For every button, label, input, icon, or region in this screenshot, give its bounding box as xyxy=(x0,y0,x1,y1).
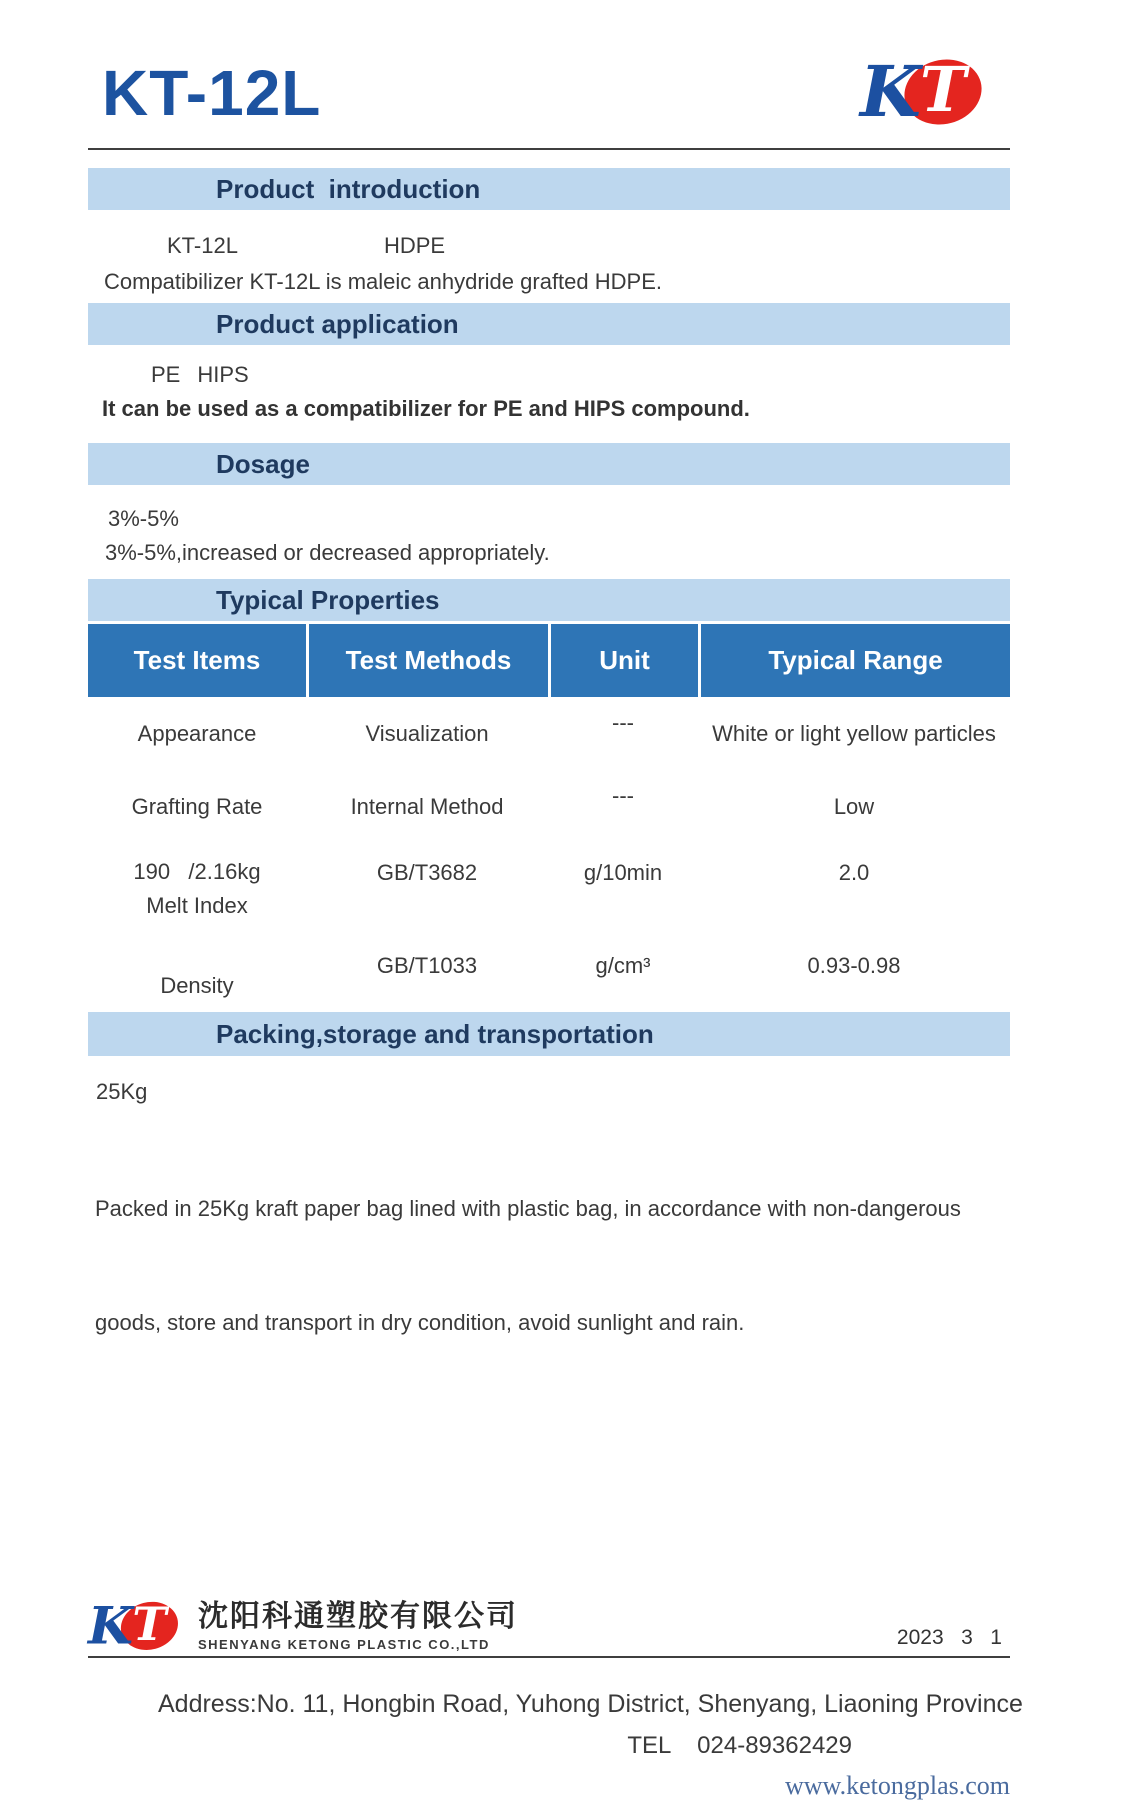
packing-body-line-2: goods, store and transport in dry condition, avoid sunlight and rain. xyxy=(95,1310,745,1335)
section-heading-product-introduction: Product introduction xyxy=(88,168,1010,210)
masthead-divider xyxy=(88,148,1010,150)
packing-body-line-1: Packed in 25Kg kraft paper bag lined with plastic bag, in accordance with non-dangerous xyxy=(95,1196,961,1221)
base-resin-label: HDPE xyxy=(383,233,446,258)
material-pe-label: PE xyxy=(151,362,181,387)
cell-item xyxy=(88,843,306,935)
column-header-typical-range: Typical Range xyxy=(698,624,1010,697)
cell-item: Grafting Rate xyxy=(131,793,263,819)
company-name-english: SHENYANG KETONG PLASTIC CO.,LTD xyxy=(198,1637,490,1652)
page-title: KT-12L xyxy=(102,57,322,129)
footer-kt-logo-letter-t: T xyxy=(132,1597,167,1652)
packing-weight-text: 25Kg xyxy=(96,1079,148,1104)
cell-method: Visualization xyxy=(365,720,489,746)
cell-method: Internal Method xyxy=(350,793,504,819)
company-name-chinese: 沈阳科通塑胶有限公司 xyxy=(198,1600,518,1633)
cell-unit: --- xyxy=(612,782,634,808)
company-name-block xyxy=(198,1600,518,1652)
footer-kt-logo-mark xyxy=(88,1594,178,1657)
section-heading-packing: Packing,storage and transportation xyxy=(88,1012,1010,1056)
column-header-unit: Unit xyxy=(548,624,698,697)
cell-unit: g/10min xyxy=(583,860,663,885)
section-heading-product-application: Product application xyxy=(88,303,1010,345)
company-address: Address:No. 11, Hongbin Road, Yuhong District, Shenyang, Liaoning Province xyxy=(158,1690,1023,1718)
company-website-link[interactable]: www.ketongplas.com xyxy=(784,1771,1010,1800)
footer-divider xyxy=(88,1656,1010,1658)
section-heading-typical-properties: Typical Properties xyxy=(88,579,1010,621)
masthead xyxy=(88,50,1010,148)
properties-table xyxy=(88,624,1010,1012)
cell-item-condition: 190 /2.16kg xyxy=(133,859,261,884)
document-date: 2023 3 1 xyxy=(896,1626,1002,1649)
footer-kt-logo xyxy=(88,1594,184,1657)
table-row-grafting-rate xyxy=(88,770,1010,843)
kt-logo-letter-k: K xyxy=(860,50,921,133)
introduction-grade-line xyxy=(167,232,1010,260)
kt-logo xyxy=(860,50,982,133)
cell-range: White or light yellow particles xyxy=(712,720,996,746)
cell-item-name: Melt Index xyxy=(146,893,248,918)
footer-kt-logo-letter-k: K xyxy=(88,1594,134,1657)
application-materials-line xyxy=(151,361,1010,389)
cell-method: GB/T1033 xyxy=(376,952,478,978)
cell-method: GB/T3682 xyxy=(376,860,478,885)
cell-range: 0.93-0.98 xyxy=(807,952,901,978)
material-hips-label: HIPS xyxy=(197,362,249,387)
packing-body-text xyxy=(95,1114,1010,1418)
section-heading-dosage: Dosage xyxy=(88,443,1010,485)
column-header-test-methods: Test Methods xyxy=(306,624,548,697)
table-row-melt-index xyxy=(88,843,1010,935)
cell-unit: g/cm³ xyxy=(595,952,651,978)
grade-label: KT-12L xyxy=(167,233,238,258)
cell-item: Density xyxy=(160,972,234,998)
introduction-body-text: Compatibilizer KT-12L is maleic anhydride grafted HDPE. xyxy=(104,269,662,294)
table-row-density xyxy=(88,935,1010,1012)
footer-brand-row xyxy=(88,1594,1010,1657)
cell-range: 2.0 xyxy=(838,860,870,885)
company-telephone: TEL 024-89362429 xyxy=(627,1732,852,1759)
cell-range: Low xyxy=(833,793,875,819)
application-body-text: It can be used as a compatibilizer for PE and HIPS compound. xyxy=(102,396,750,421)
kt-logo-letter-t: T xyxy=(920,53,967,126)
table-row-appearance xyxy=(88,697,1010,770)
dosage-body-text: 3%-5%,increased or decreased appropriately. xyxy=(105,540,550,565)
dosage-range-text: 3%-5% xyxy=(108,506,179,531)
column-header-test-items: Test Items xyxy=(133,645,261,675)
page-content xyxy=(88,0,1023,1800)
properties-table-header-row xyxy=(88,624,1010,697)
cell-item: Appearance xyxy=(137,720,257,746)
cell-unit: --- xyxy=(612,709,634,735)
